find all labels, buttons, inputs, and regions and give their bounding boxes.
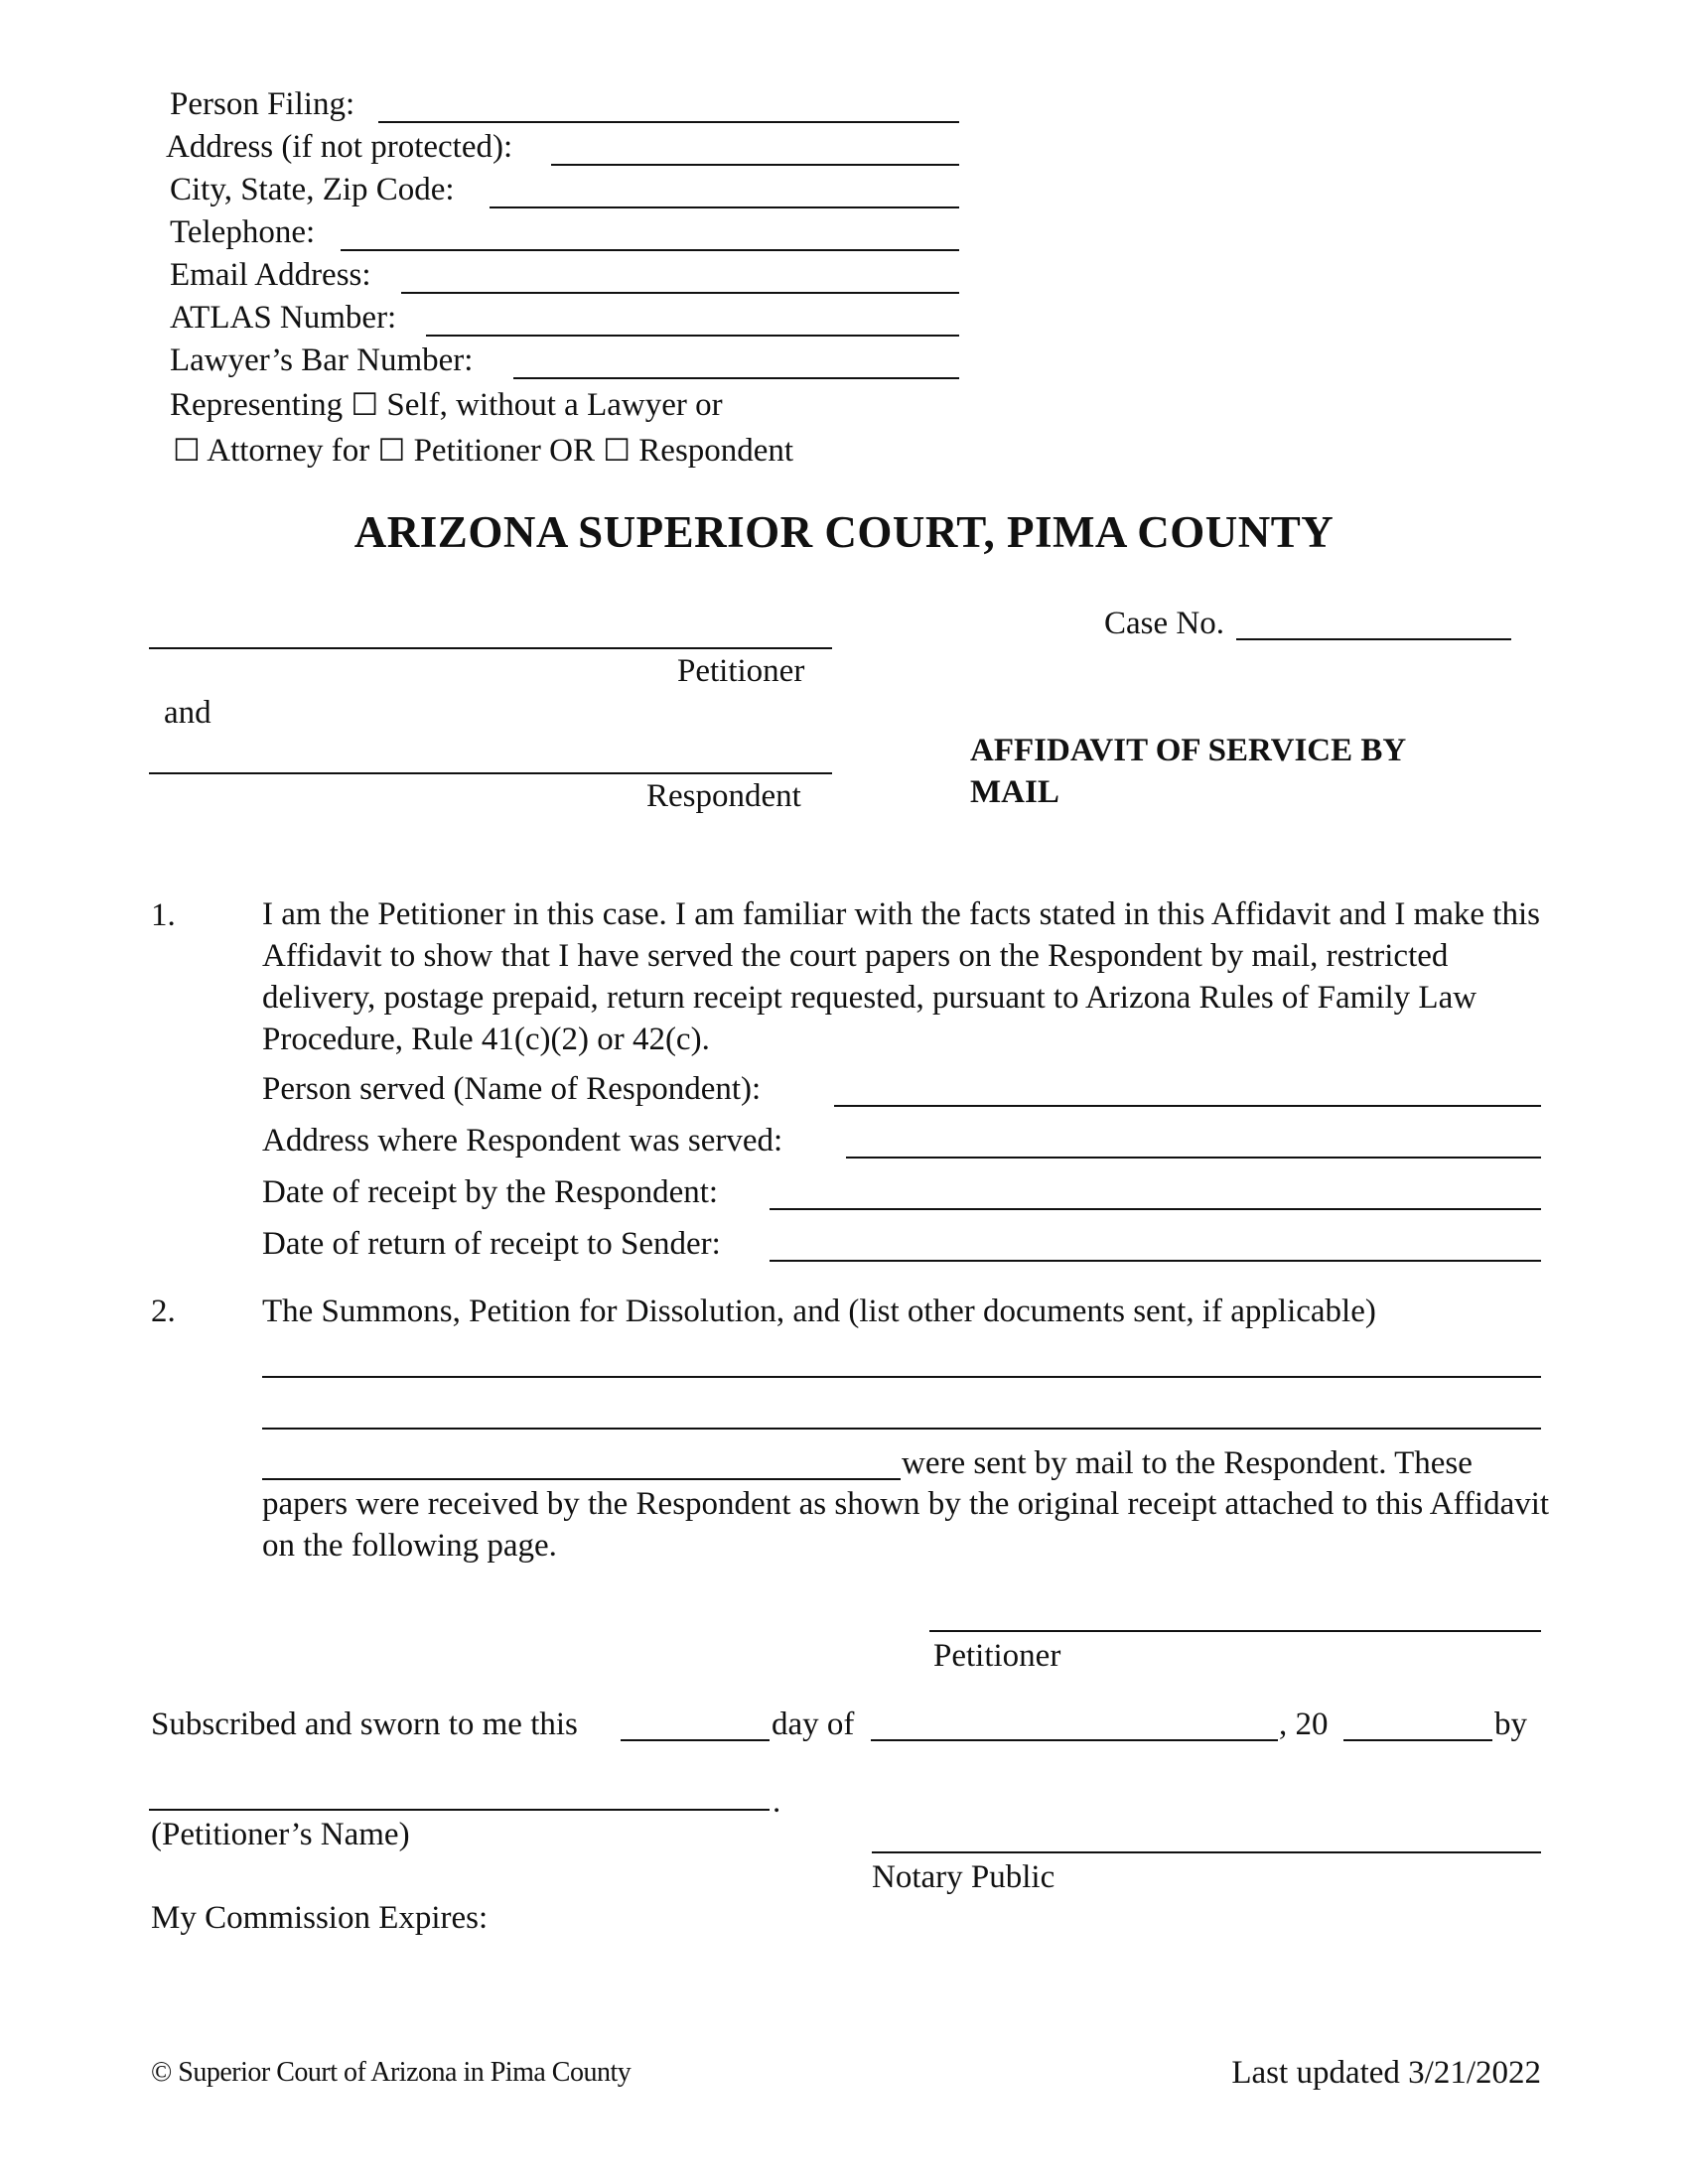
address-label: Address (if not protected): <box>166 129 513 165</box>
petitioner-caption-label: Petitioner <box>677 653 805 689</box>
person-served-line[interactable] <box>834 1105 1541 1107</box>
city-state-zip-line[interactable] <box>490 206 959 208</box>
notary-signature-line[interactable] <box>872 1851 1541 1853</box>
telephone-label: Telephone: <box>170 214 316 250</box>
bar-number-line[interactable] <box>513 377 959 379</box>
date-receipt-label: Date of receipt by the Respondent: <box>262 1174 719 1210</box>
telephone-line[interactable] <box>341 249 959 251</box>
item-2-number: 2. <box>151 1294 176 1329</box>
respondent-option-label: Respondent <box>638 433 794 469</box>
person-filing-line[interactable] <box>378 121 959 123</box>
email-line[interactable] <box>401 292 959 294</box>
self-checkbox[interactable]: ☐ <box>351 387 379 422</box>
person-filing-label: Person Filing: <box>170 86 355 122</box>
attorney-label: Attorney for <box>207 433 370 469</box>
documents-line-1[interactable] <box>262 1376 1541 1378</box>
representing-label: Representing <box>170 387 344 423</box>
year-prefix: , 20 <box>1279 1706 1329 1742</box>
case-no-line[interactable] <box>1236 638 1511 640</box>
date-return-label: Date of return of receipt to Sender: <box>262 1226 721 1262</box>
petitioner-checkbox[interactable]: ☐ <box>377 433 406 468</box>
date-return-line[interactable] <box>770 1260 1541 1262</box>
petitioner-name-label: (Petitioner’s Name) <box>151 1817 410 1852</box>
atlas-number-line[interactable] <box>426 335 959 337</box>
item-1-number: 1. <box>151 897 176 933</box>
sworn-period: . <box>773 1784 781 1820</box>
notary-public-label: Notary Public <box>872 1859 1055 1895</box>
address-served-label: Address where Respondent was served: <box>262 1123 783 1159</box>
petitioner-name-line[interactable] <box>149 647 832 649</box>
self-label: Self, without a Lawyer or <box>386 387 723 423</box>
month-line[interactable] <box>871 1739 1278 1741</box>
subscribed-label: Subscribed and sworn to me this <box>151 1706 578 1742</box>
documents-line-2[interactable] <box>262 1428 1541 1430</box>
city-state-zip-label: City, State, Zip Code: <box>170 172 455 207</box>
respondent-checkbox[interactable]: ☐ <box>603 433 632 468</box>
bar-number-label: Lawyer’s Bar Number: <box>170 342 474 378</box>
case-no-label: Case No. <box>1104 606 1224 641</box>
petitioner-option-label: Petitioner OR <box>413 433 595 469</box>
petitioner-signature-label: Petitioner <box>933 1638 1061 1674</box>
by-label: by <box>1494 1706 1527 1742</box>
representing-row <box>170 385 723 425</box>
person-served-label: Person served (Name of Respondent): <box>262 1071 762 1107</box>
attorney-row <box>173 431 793 471</box>
email-label: Email Address: <box>170 257 371 293</box>
footer-copyright: © Superior Court of Arizona in Pima County <box>151 2057 632 2088</box>
respondent-caption-label: Respondent <box>646 778 801 814</box>
petitioner-signature-line[interactable] <box>929 1630 1541 1632</box>
footer-last-updated: Last updated 3/21/2022 <box>1231 2055 1541 2091</box>
item-1-text: I am the Petitioner in this case. I am familiar with the facts stated in this Affidavit and I make this Affidavit to show that I have served the court papers on the Respondent by mail, restricted delivery, postage prepaid, return receipt requested, pursuant to Arizona Rules of Family Law Procedure, Rule 41(c)(2) or 42(c). <box>262 896 1540 1057</box>
commission-expires-label: My Commission Expires: <box>151 1900 489 1936</box>
document-title-line2: MAIL <box>970 774 1059 810</box>
received-text: papers were received by the Respondent as shown by the original receipt attached to this Affidavit on the following page. <box>262 1486 1550 1564</box>
item-2-text: The Summons, Petition for Dissolution, and (list other documents sent, if applicable) <box>262 1294 1376 1329</box>
documents-line-3[interactable] <box>262 1478 901 1480</box>
atlas-number-label: ATLAS Number: <box>170 300 397 336</box>
document-title-line1: AFFIDAVIT OF SERVICE BY <box>970 733 1407 768</box>
petitioner-name-sworn-line[interactable] <box>149 1809 770 1811</box>
attorney-checkbox[interactable]: ☐ <box>173 433 201 468</box>
sent-by-mail-text: were sent by mail to the Respondent. These <box>902 1445 1473 1481</box>
day-of-label: day of <box>772 1706 855 1742</box>
court-title: ARIZONA SUPERIOR COURT, PIMA COUNTY <box>353 507 1335 557</box>
and-label: and <box>164 695 211 731</box>
date-receipt-line[interactable] <box>770 1208 1541 1210</box>
respondent-name-line[interactable] <box>149 772 832 774</box>
address-served-line[interactable] <box>846 1157 1541 1159</box>
address-line[interactable] <box>551 164 959 166</box>
year-line[interactable] <box>1343 1739 1492 1741</box>
day-line[interactable] <box>621 1739 770 1741</box>
